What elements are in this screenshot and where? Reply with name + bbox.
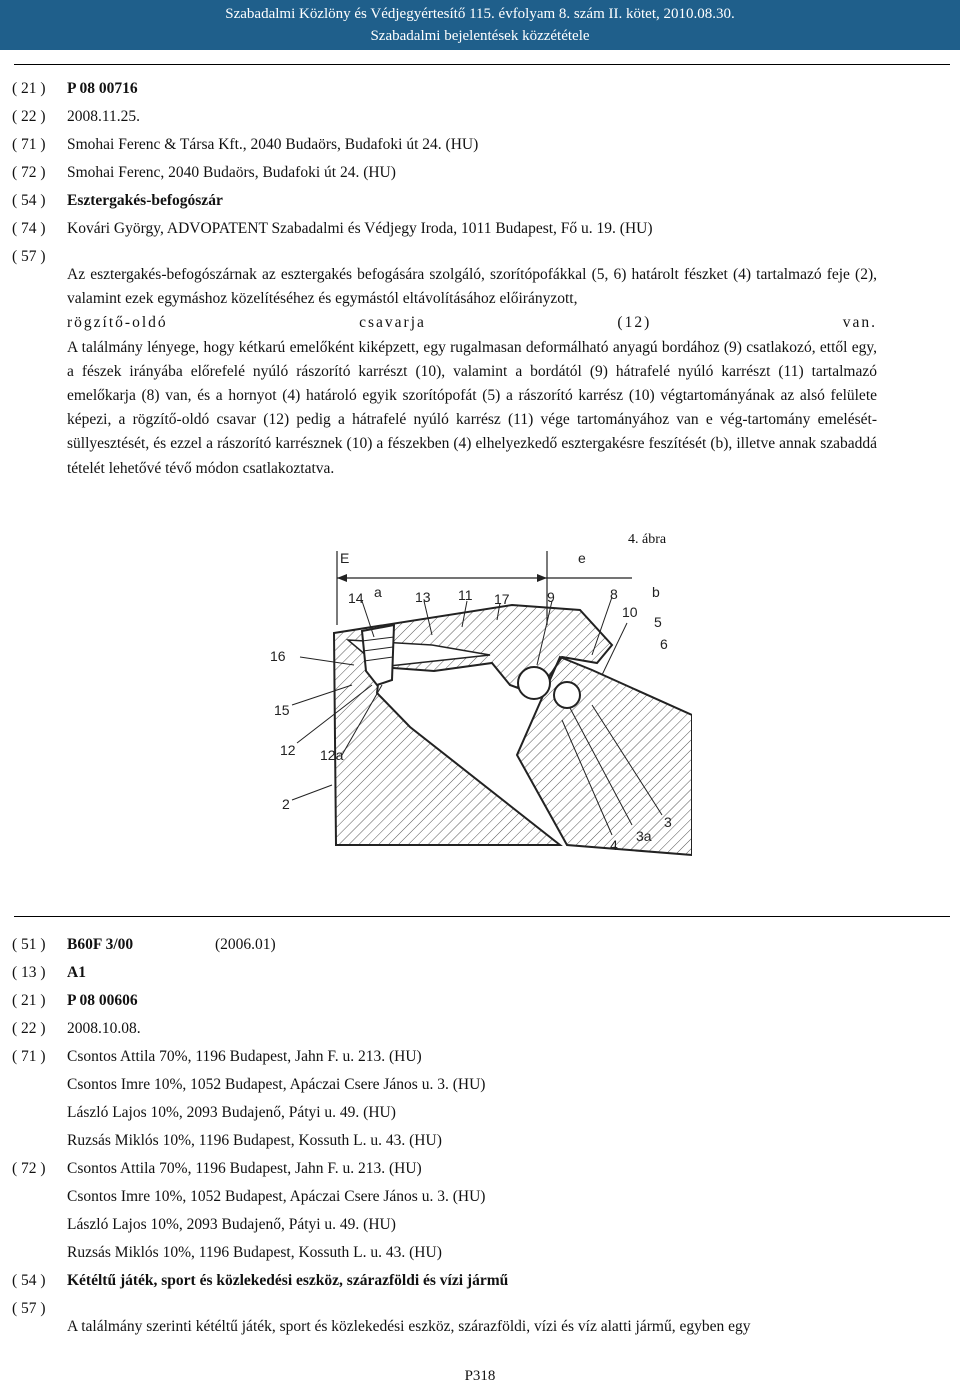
label-15: 15 — [274, 702, 290, 718]
entry1-field-71 — [12, 132, 950, 158]
entry1-field-54 — [12, 188, 950, 214]
label-17: 17 — [494, 591, 510, 607]
entry1-field-22 — [12, 104, 950, 130]
entry2-abstract — [67, 1314, 950, 1340]
section-title: Szabadalmi bejelentések közzététele — [370, 28, 590, 44]
field-code: ( 51 ) — [12, 936, 46, 953]
entry2-applicant-row — [12, 1100, 950, 1126]
field-code: ( 22 ) — [12, 1020, 46, 1037]
label-e: e — [578, 550, 586, 566]
ipc-date: (2006.01) — [215, 936, 276, 953]
entry1-abstract — [67, 263, 877, 481]
entry2-field-51 — [12, 932, 950, 958]
field-code: ( 22 ) — [12, 108, 46, 125]
figure-caption: 4. ábra — [628, 532, 667, 547]
entry1-field-21 — [12, 76, 950, 102]
inventor: Ruzsás Miklós 10%, 1196 Budapest, Kossuth L. u. 43. (HU) — [67, 1244, 442, 1261]
entry2-field-21 — [12, 988, 950, 1014]
application-number: P 08 00716 — [67, 80, 138, 97]
page-number: P318 — [464, 1368, 496, 1384]
technical-drawing — [262, 545, 692, 865]
document-kind: A1 — [67, 964, 86, 981]
label-a: a — [374, 584, 382, 600]
top-divider — [14, 64, 950, 65]
entry2-field-54 — [12, 1268, 950, 1294]
field-code: ( 71 ) — [12, 1048, 46, 1065]
applicant: Csontos Imre 10%, 1052 Budapest, Apáczai Csere János u. 3. (HU) — [67, 1076, 486, 1093]
label-8: 8 — [610, 586, 618, 602]
label-3: 3 — [664, 814, 672, 830]
label-12a: 12a — [320, 747, 344, 763]
field-code: ( 21 ) — [12, 992, 46, 1009]
journal-title: Szabadalmi Közlöny és Védjegyértesítő 115. évfolyam 8. szám II. kötet, 2010.08.30. — [225, 6, 735, 22]
entry2-field-22 — [12, 1016, 950, 1042]
filing-date: 2008.10.08. — [67, 1020, 141, 1037]
entry2-field-72 — [12, 1156, 950, 1182]
entry-divider — [14, 916, 950, 917]
field-code: ( 57 ) — [12, 248, 46, 265]
entry2-inventor-row — [12, 1240, 950, 1266]
abstract-paragraph: A találmány lényege, hogy kétkarú emelőként kiképzett, egy rugalmasan deformálható anyagú bordához (9) csatlakozó, ettől egy, a fészek irányába előrefelé nyúló rászorító karrészt (10), valamint a bordától (9) hátrafelé nyúló karrészt (11) tartalmazó emelőkarja (8) van, és a hornyot (4) határoló egyik szorítópofát (5) a rászorító karrész (10) végtartományának az alsó felülete képezi, a rögzítő-oldó csavar (12) pedig a hátrafelé nyúló karrész (11) vége tartományához van e vég-tartomány emelését-süllyesztését, és ezzel a rászorító karrésznek (10) a fészekben (4) elhelyezkedő esztergakésre feszítését (b), illetve annak szabaddá tételét lehetővé tévő módon csatlakoztatva. — [67, 338, 877, 477]
invention-title: Esztergakés-befogószár — [67, 192, 223, 209]
inventor: Csontos Imre 10%, 1052 Budapest, Apáczai Csere János u. 3. (HU) — [67, 1188, 486, 1205]
label-b: b — [652, 584, 660, 600]
entry2-applicant-row — [12, 1128, 950, 1154]
inventor: Csontos Attila 70%, 1196 Budapest, Jahn F. u. 213. (HU) — [67, 1160, 422, 1177]
field-code: ( 72 ) — [12, 1160, 46, 1177]
label-3a: 3a — [636, 828, 652, 844]
inventor: László Lajos 10%, 2093 Budajenő, Pátyi u. 49. (HU) — [67, 1216, 396, 1233]
ipc-class: B60F 3/00 — [67, 936, 134, 953]
entry1-field-72 — [12, 160, 950, 186]
field-code: ( 74 ) — [12, 220, 46, 237]
label-9: 9 — [547, 589, 555, 605]
entry2-inventor-row — [12, 1184, 950, 1210]
application-number: P 08 00606 — [67, 992, 138, 1009]
label-12: 12 — [280, 742, 296, 758]
applicant: Csontos Attila 70%, 1196 Budapest, Jahn F. u. 213. (HU) — [67, 1048, 422, 1065]
label-11: 11 — [458, 587, 473, 603]
field-code: ( 71 ) — [12, 136, 46, 153]
field-code: ( 21 ) — [12, 80, 46, 97]
entry2-applicant-row — [12, 1072, 950, 1098]
label-2: 2 — [282, 796, 290, 812]
entry2-inventor-row — [12, 1212, 950, 1238]
field-code: ( 54 ) — [12, 1272, 46, 1289]
field-code: ( 57 ) — [12, 1300, 46, 1317]
field-code: ( 13 ) — [12, 964, 46, 981]
applicant: László Lajos 10%, 2093 Budajenő, Pátyi u. 49. (HU) — [67, 1104, 396, 1121]
label-E: E — [340, 550, 350, 566]
label-5: 5 — [654, 614, 662, 630]
label-4: 4 — [610, 837, 618, 853]
abstract-paragraph: Az esztergakés-befogószárnak az esztergakés befogására szolgáló, szorítópofákkal (5, 6) határolt fészket (4) tartalmazó feje (2), valamint ezek egymáshoz közelítéséhez és egymástól eltávolításához előirányzott, — [67, 266, 877, 308]
field-code: ( 54 ) — [12, 192, 46, 209]
field-code: ( 72 ) — [12, 164, 46, 181]
label-13: 13 — [415, 589, 431, 605]
label-10: 10 — [622, 604, 638, 620]
page-header — [0, 0, 960, 50]
label-6: 6 — [660, 636, 668, 652]
filing-date: 2008.11.25. — [67, 108, 141, 125]
inventor: Smohai Ferenc, 2040 Budaörs, Budafoki út 24. (HU) — [67, 164, 396, 181]
label-16: 16 — [270, 648, 286, 664]
applicant: Ruzsás Miklós 10%, 1196 Budapest, Kossuth L. u. 43. (HU) — [67, 1132, 442, 1149]
representative: Kovári György, ADVOPATENT Szabadalmi és Védjegy Iroda, 1011 Budapest, Fő u. 19. (HU) — [67, 220, 653, 237]
applicant: Smohai Ferenc & Társa Kft., 2040 Budaörs, Budafoki út 24. (HU) — [67, 136, 479, 153]
entry1-field-74 — [12, 216, 950, 242]
label-14: 14 — [348, 590, 364, 606]
abstract-paragraph: A találmány szerinti kétéltű játék, sport és közlekedési eszköz, szárazföldi, vízi és víz alatti jármű, egyben egy — [67, 1318, 751, 1335]
abstract-spaced-line: rögzítő-oldó csavarja (12) van. — [67, 314, 877, 332]
invention-title: Kétéltű játék, sport és közlekedési eszköz, szárazföldi és vízi jármű — [67, 1272, 509, 1289]
entry2-field-13 — [12, 960, 950, 986]
entry2-field-71 — [12, 1044, 950, 1070]
